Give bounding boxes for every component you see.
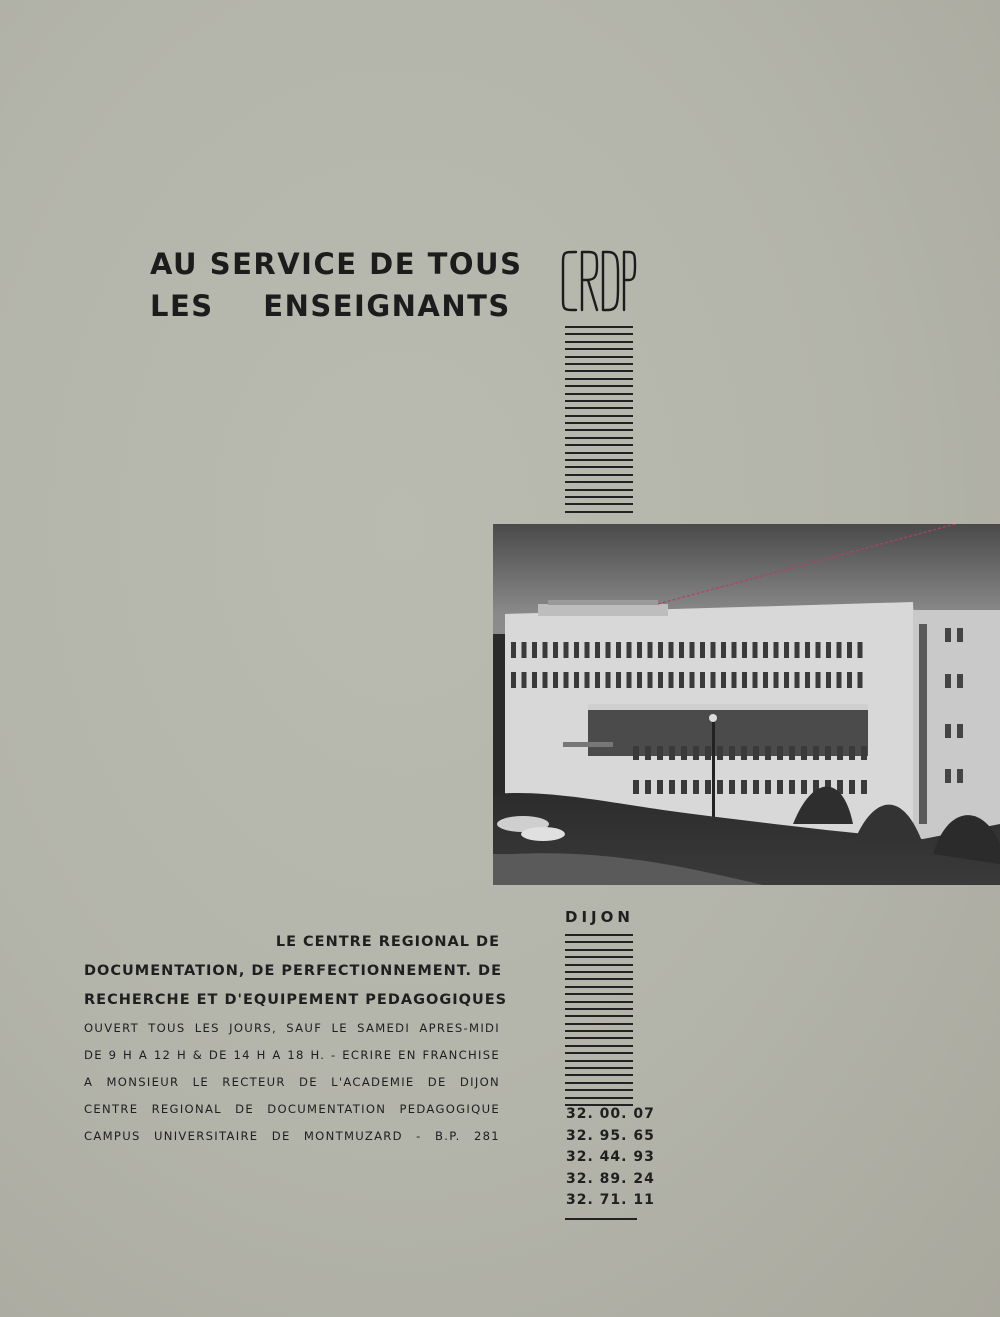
info-line: OUVERT TOUS LES JOURS, SAUF LE SAMEDI APRES-MIDI xyxy=(84,1021,500,1035)
stripe-line xyxy=(565,400,633,402)
stripe-line xyxy=(565,415,633,417)
stripe-line xyxy=(565,1008,633,1010)
phone-numbers xyxy=(566,1104,655,1212)
stripe-line xyxy=(565,496,633,498)
stripe-line xyxy=(565,1037,633,1039)
phone-underline xyxy=(565,1218,637,1220)
stripe-column-bottom xyxy=(565,934,633,1111)
stripe-line xyxy=(565,378,633,380)
info-line: CAMPUS UNIVERSITAIRE DE MONTMUZARD - B.P. 281 xyxy=(84,1129,500,1143)
stripe-line xyxy=(565,1023,633,1025)
stripe-line xyxy=(565,370,633,372)
stripe-line xyxy=(565,481,633,483)
stripe-line xyxy=(565,393,633,395)
stripe-line xyxy=(565,356,633,358)
phone-number: 32. 89. 24 xyxy=(566,1170,655,1187)
organization-line-2: DOCUMENTATION, DE PERFECTIONNEMENT. DE xyxy=(84,963,502,979)
stripe-line xyxy=(565,333,633,335)
stripe-line xyxy=(565,429,633,431)
stripe-line xyxy=(565,956,633,958)
info-block xyxy=(84,1015,500,1150)
city-label: DIJON xyxy=(565,908,634,926)
stripe-line xyxy=(565,511,633,513)
stripe-line xyxy=(565,1015,633,1017)
phone-number: 32. 95. 65 xyxy=(566,1127,655,1144)
stripe-line xyxy=(565,1074,633,1076)
stripe-line xyxy=(565,474,633,476)
organization-line-1: LE CENTRE REGIONAL DE xyxy=(275,934,500,950)
stripe-column-top xyxy=(565,326,633,518)
stripe-line xyxy=(565,437,633,439)
building-photo xyxy=(493,524,1000,885)
info-line: CENTRE REGIONAL DE DOCUMENTATION PEDAGOGIQUE xyxy=(84,1102,500,1116)
stripe-line xyxy=(565,1052,633,1054)
stripe-line xyxy=(565,1030,633,1032)
stripe-line xyxy=(565,348,633,350)
stripe-line xyxy=(565,1082,633,1084)
headline-line-2: LES ENSEIGNANTS xyxy=(150,289,511,323)
stripe-line xyxy=(565,489,633,491)
stripe-line xyxy=(565,407,633,409)
stripe-line xyxy=(565,1089,633,1091)
stripe-line xyxy=(565,1067,633,1069)
organization-line-3: RECHERCHE ET D'EQUIPEMENT PEDAGOGIQUES xyxy=(84,992,508,1008)
stripe-line xyxy=(565,503,633,505)
headline-line-1: AU SERVICE DE TOUS xyxy=(150,247,523,281)
stripe-line xyxy=(565,993,633,995)
stripe-line xyxy=(565,978,633,980)
stripe-line xyxy=(565,1001,633,1003)
stripe-line xyxy=(565,949,633,951)
phone-number: 32. 00. 07 xyxy=(566,1106,655,1122)
stripe-line xyxy=(565,422,633,424)
stripe-line xyxy=(565,1045,633,1047)
stripe-line xyxy=(565,1097,633,1099)
stripe-line xyxy=(565,326,633,328)
organization-title xyxy=(84,928,508,1015)
stripe-line xyxy=(565,385,633,387)
stripe-line xyxy=(565,934,633,936)
phone-number: 32. 71. 11 xyxy=(566,1192,655,1209)
stripe-line xyxy=(565,1060,633,1062)
headline xyxy=(150,243,523,327)
stripe-line xyxy=(565,941,633,943)
phone-number: 32. 44. 93 xyxy=(566,1149,655,1166)
stripe-line xyxy=(565,452,633,454)
stripe-line xyxy=(565,444,633,446)
info-line: A MONSIEUR LE RECTEUR DE L'ACADEMIE DE DIJON xyxy=(84,1075,500,1089)
stripe-line xyxy=(565,341,633,343)
stripe-line xyxy=(565,971,633,973)
stripe-line xyxy=(565,986,633,988)
stripe-line xyxy=(565,459,633,461)
info-line: DE 9 H A 12 H & DE 14 H A 18 H. - ECRIRE EN FRANCHISE xyxy=(84,1048,500,1062)
stripe-line xyxy=(565,964,633,966)
stripe-line xyxy=(565,466,633,468)
stripe-line xyxy=(565,363,633,365)
crdp-logo xyxy=(559,244,637,316)
